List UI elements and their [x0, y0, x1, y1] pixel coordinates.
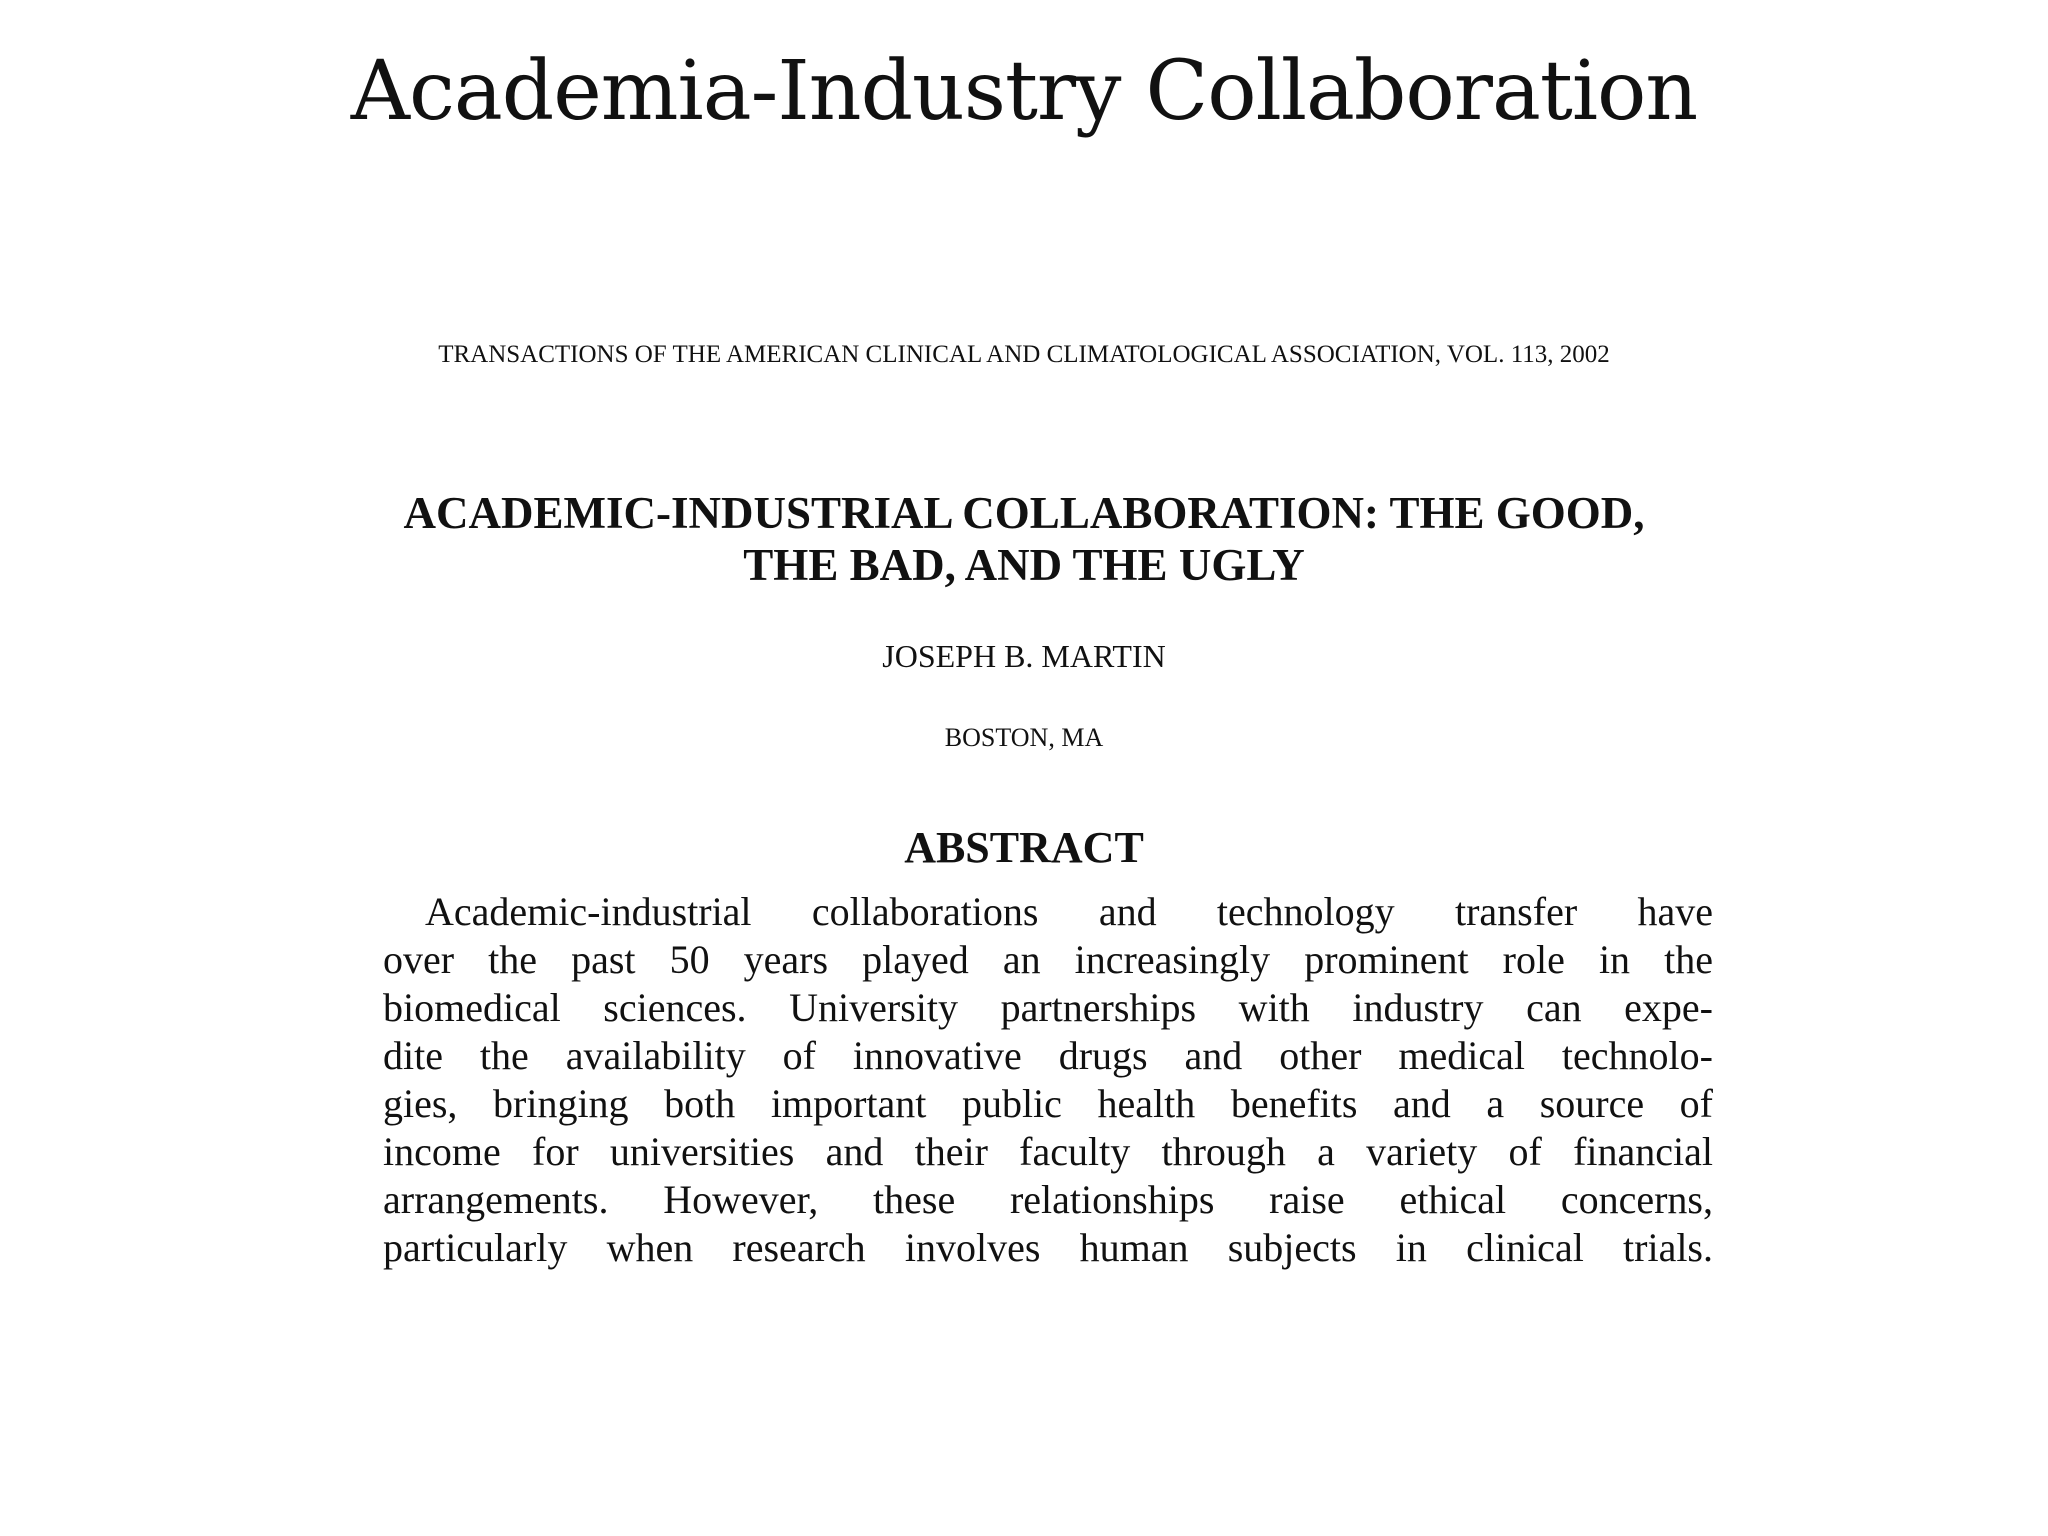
slide-title: Academia-Industry Collaboration	[350, 44, 1698, 139]
article-title	[0, 487, 2048, 591]
abstract-heading: ABSTRACT	[904, 823, 1144, 872]
abstract-line-2: over the past 50 years played an increasingly prominent role in the	[383, 937, 1713, 982]
abstract-body	[383, 888, 1713, 1272]
abstract-line-8: particularly when research involves human subjects in clinical trials.	[383, 1225, 1713, 1270]
abstract-line-1: Academic-industrial collaborations and technology transfer have	[425, 889, 1713, 934]
abstract-line-3: biomedical sciences. University partnerships with industry can expe-	[383, 985, 1713, 1030]
abstract-line-6: income for universities and their faculty through a variety of financial	[383, 1129, 1713, 1174]
abstract-line-7: arrangements. However, these relationships raise ethical concerns,	[383, 1177, 1713, 1222]
article-title-line-2: THE BAD, AND THE UGLY	[743, 540, 1305, 590]
author-location: BOSTON, MA	[944, 723, 1104, 752]
journal-citation: TRANSACTIONS OF THE AMERICAN CLINICAL AND CLIMATOLOGICAL ASSOCIATION, VOL. 113, 2002	[438, 341, 1610, 368]
abstract-line-4: dite the availability of innovative drugs and other medical technolo-	[383, 1033, 1713, 1078]
abstract-line-5: gies, bringing both important public health benefits and a source of	[383, 1081, 1713, 1126]
article-title-line-1: ACADEMIC-INDUSTRIAL COLLABORATION: THE GOOD,	[403, 488, 1645, 538]
author-name: JOSEPH B. MARTIN	[882, 638, 1166, 674]
